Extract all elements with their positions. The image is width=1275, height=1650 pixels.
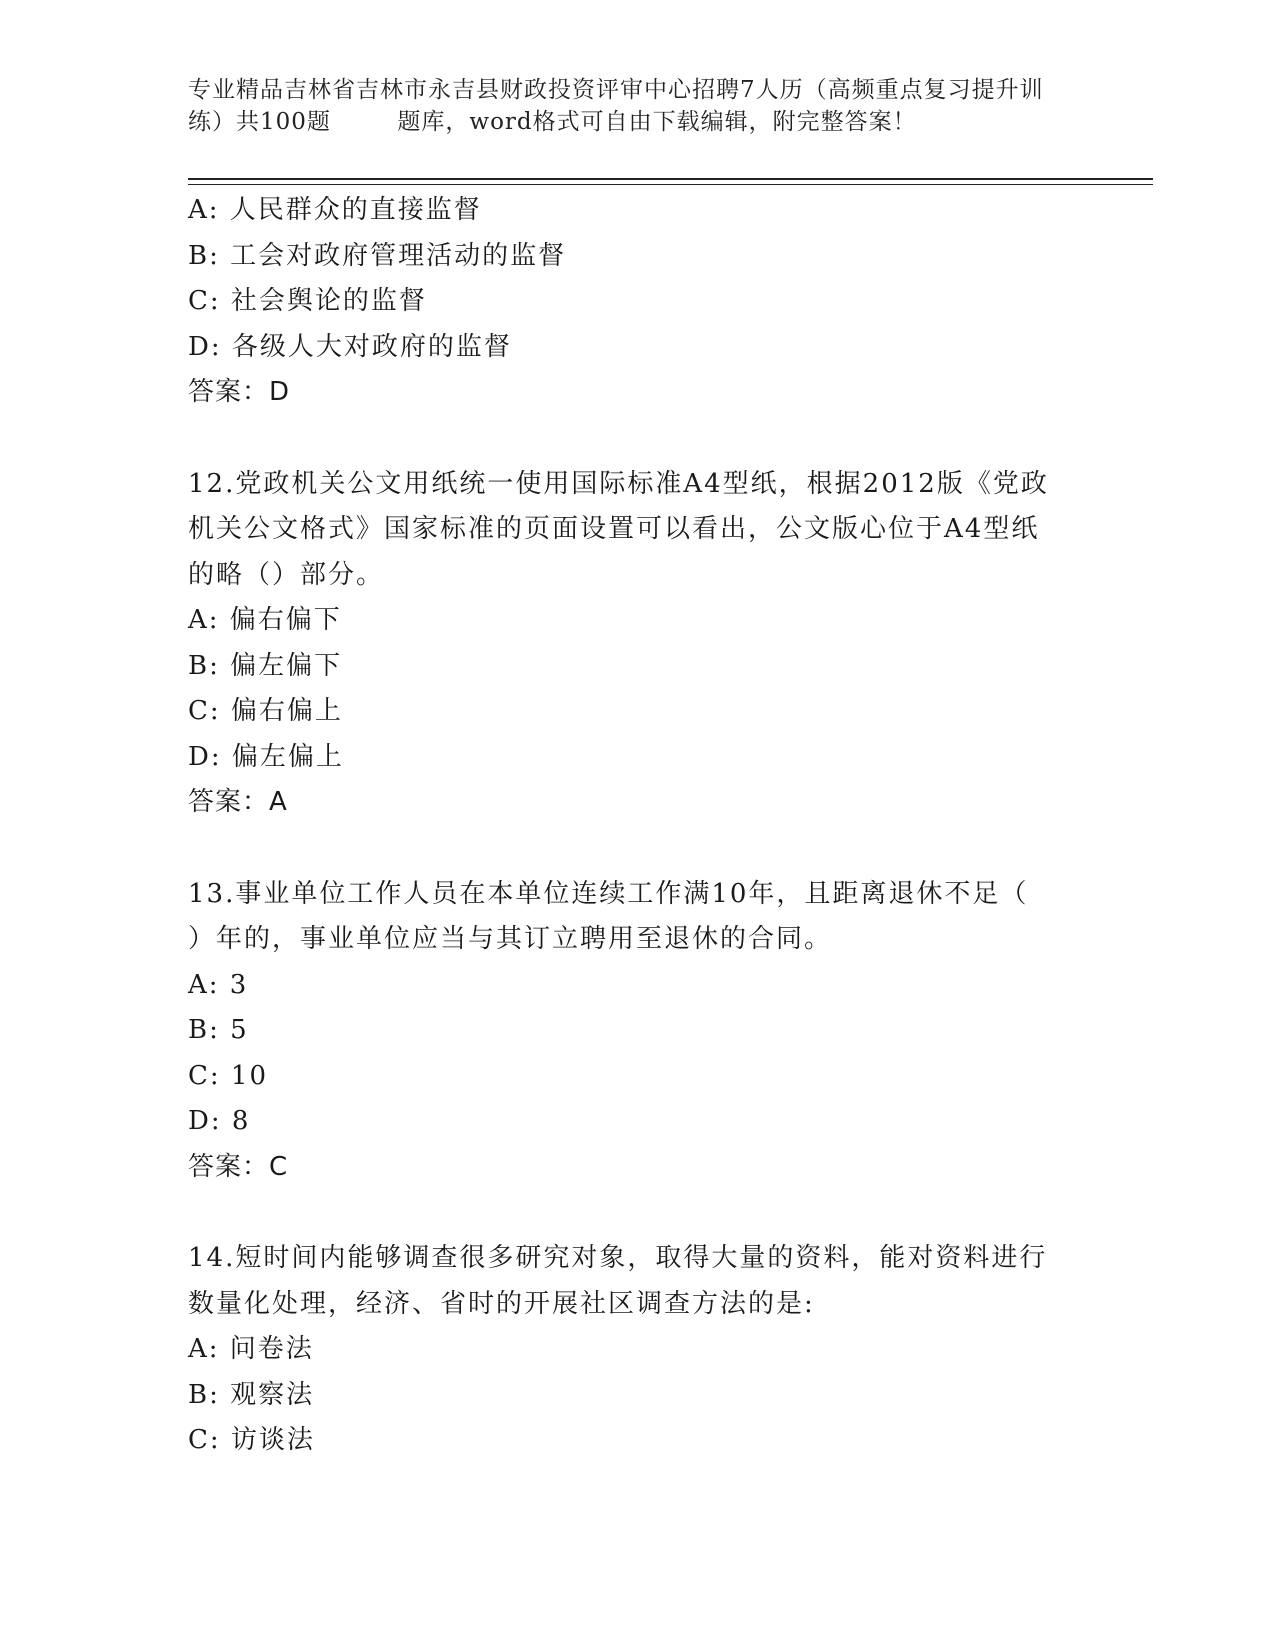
question-spacer: [188, 416, 1068, 462]
q13-option-c: C: 10: [188, 1060, 269, 1091]
question-11: [188, 188, 1068, 416]
question-12: [188, 462, 1068, 826]
q13-option-d: D: 8: [188, 1106, 251, 1136]
q11-answer: 答案：D: [188, 377, 291, 407]
q14-option-a: A: 问卷法: [188, 1334, 314, 1364]
document-header: [188, 74, 1088, 138]
header-line-2: 练）共100题 题库，word格式可自由下载编辑，附完整答案！: [188, 109, 917, 135]
question-13: [188, 872, 1068, 1191]
q11-option-c: C: 社会舆论的监督: [188, 286, 427, 316]
q14-option-b: B: 观察法: [188, 1379, 315, 1410]
q12-stem-line-3: 的略（）部分。: [188, 559, 385, 590]
q14-option-c: C: 访谈法: [188, 1425, 315, 1455]
q13-answer: 答案：C: [188, 1151, 289, 1182]
question-spacer: [188, 826, 1068, 872]
q12-option-a: A: 偏右偏下: [188, 605, 342, 635]
q12-answer: 答案：A: [188, 787, 288, 817]
question-spacer: [188, 1190, 1068, 1236]
q14-stem-line-1: 14.短时间内能够调查很多研究对象，取得大量的资料，能对资料进行: [188, 1243, 1048, 1273]
q13-stem-line-2: ）年的，事业单位应当与其订立聘用至退休的合同。: [188, 924, 833, 954]
question-14: [188, 1236, 1068, 1464]
q14-stem-line-2: 数量化处理，经济、省时的开展社区调查方法的是:: [188, 1288, 815, 1319]
q13-stem-line-1: 13.事业单位工作人员在本单位连续工作满10年，且距离退休不足（: [188, 878, 1029, 909]
q12-option-b: B: 偏左偏下: [188, 650, 343, 681]
q11-option-a: A: 人民群众的直接监督: [188, 195, 482, 225]
q12-stem-line-2: 机关公文格式》国家标准的页面设置可以看出，公文版心位于A4型纸: [188, 514, 1040, 544]
header-line-1: 专业精品吉林省吉林市永吉县财政投资评审中心招聘7人历（高频重点复习提升训: [188, 77, 1044, 103]
header-rule-thick: [188, 178, 1153, 180]
q13-option-b: B: 5: [188, 1015, 249, 1045]
q11-option-d: D: 各级人大对政府的监督: [188, 331, 512, 362]
question-list: [188, 188, 1068, 1464]
header-rule-thin: [188, 184, 1153, 185]
q12-option-c: C: 偏右偏上: [188, 696, 343, 726]
q13-option-a: A: 3: [188, 969, 249, 1000]
q12-stem-line-1: 12.党政机关公文用纸统一使用国际标准A4型纸，根据2012版《党政: [188, 468, 1049, 499]
q12-option-d: D: 偏左偏上: [188, 741, 344, 772]
q11-option-b: B: 工会对政府管理活动的监督: [188, 240, 567, 271]
